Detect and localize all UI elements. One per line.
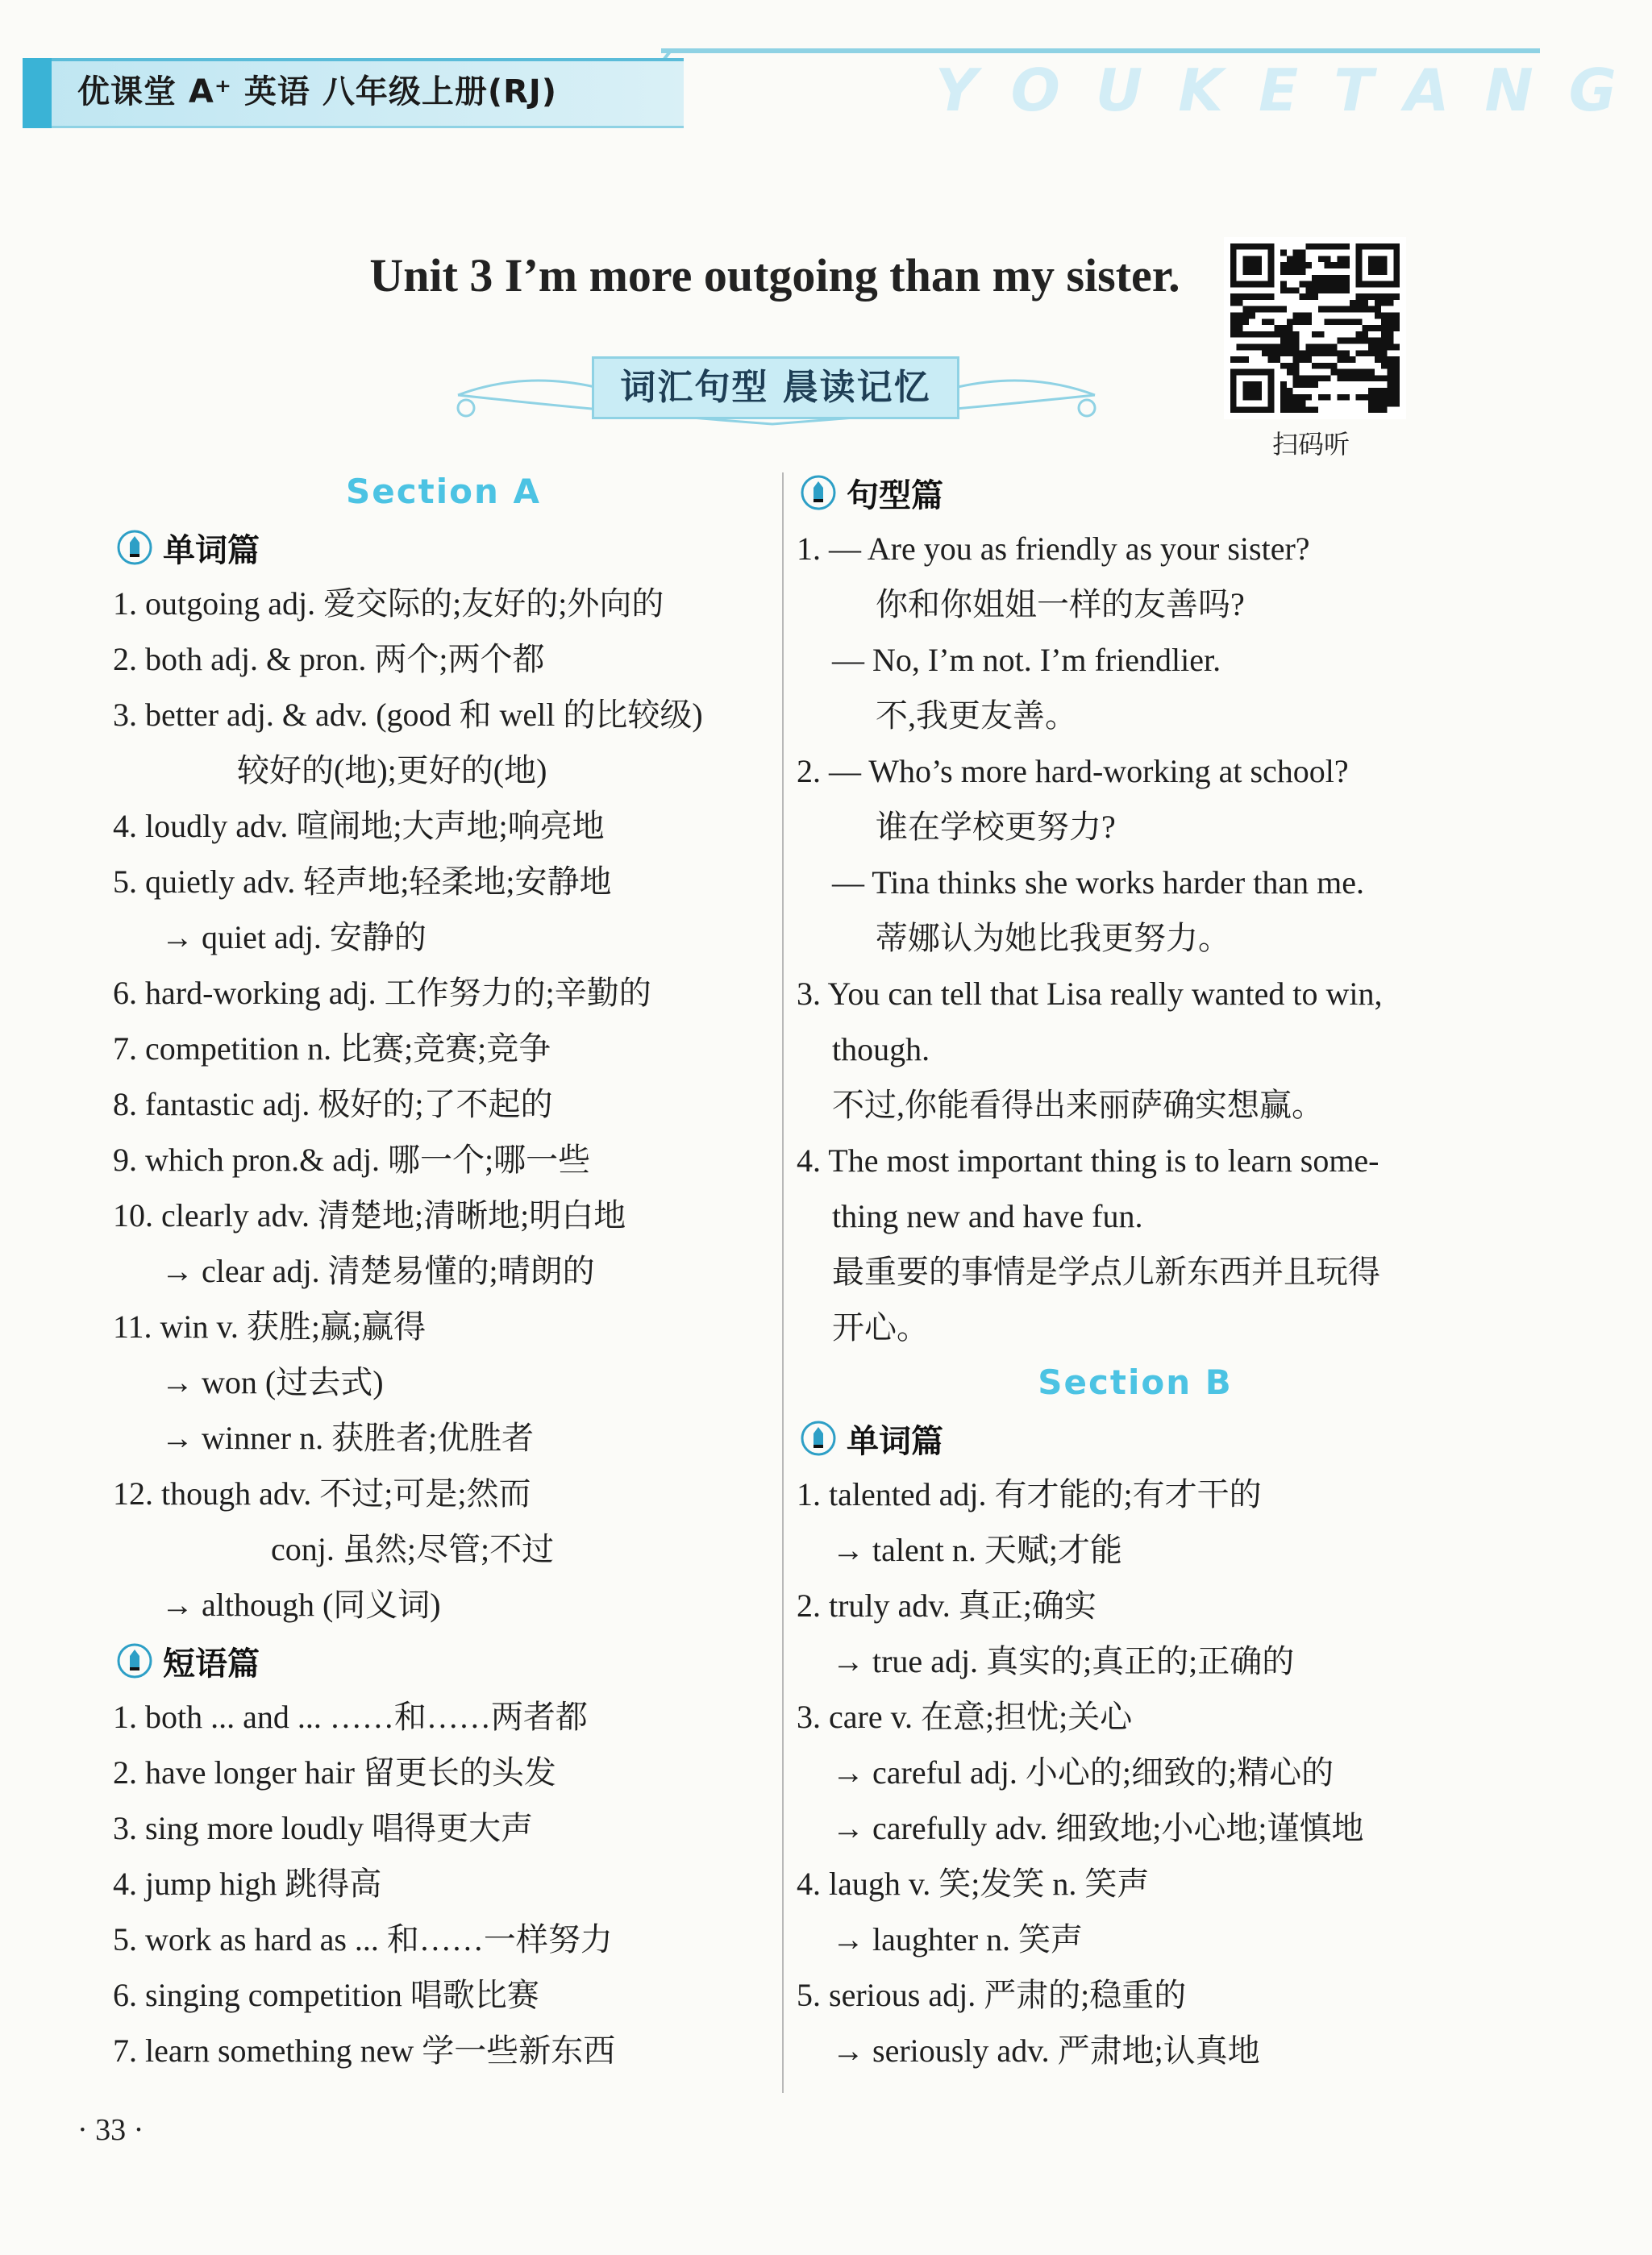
vocab-line: 2. truly adv. 真正;确实: [797, 1587, 1096, 1624]
vocab-line: 4. The most important thing is to learn some-: [797, 1142, 1379, 1179]
right-column: [797, 464, 1474, 2078]
vocab-line: 3. better adj. & adv. (good 和 well 的比较级): [113, 697, 703, 733]
vocab-line: 1. talented adj. 有才能的;有才干的: [797, 1476, 1262, 1512]
vocab-line: 7. competition n. 比赛;竞赛;竞争: [113, 1030, 551, 1067]
vocab-line: 不过,你能看得出来丽萨确实想赢。: [832, 1087, 1324, 1123]
vocab-line: → careful adj. 小心的;细致的;精心的: [832, 1754, 1334, 1791]
pencil-circle-icon: [116, 529, 153, 566]
vocab-line: 6. singing competition 唱歌比赛: [113, 1977, 539, 2013]
vocab-line: — Tina thinks she works harder than me.: [832, 864, 1364, 901]
qr-code-icon[interactable]: [1224, 237, 1406, 419]
vocab-line: 7. learn something new 学一些新东西: [113, 2032, 616, 2069]
book-title: 优课堂 A⁺ 英语 八年级上册(RJ): [77, 73, 558, 110]
vocab-line: 3. You can tell that Lisa really wanted to win,: [797, 976, 1383, 1012]
vocab-line: 5. serious adj. 严肃的;稳重的: [797, 1977, 1187, 2013]
vocab-line: 5. quietly adv. 轻声地;轻柔地;安静地: [113, 863, 612, 900]
banner-text: 词汇句型 晨读记忆: [592, 356, 959, 419]
pencil-circle-icon: [116, 1642, 153, 1679]
vocab-line: 1. — Are you as friendly as your sister?: [797, 530, 1310, 567]
subsection-title: [113, 519, 774, 576]
vocab-line: 5. work as hard as ... 和……一样努力: [113, 1921, 613, 1958]
subsection-title-text: 单词篇: [163, 531, 260, 569]
vocab-line: 4. jump high 跳得高: [113, 1866, 382, 1902]
left-column: [113, 464, 774, 2078]
subsection-title: [113, 1633, 774, 1689]
vocab-line: 10. clearly adv. 清楚地;清晰地;明白地: [113, 1197, 626, 1234]
subsection-title-text: 单词篇: [847, 1422, 943, 1460]
vocab-line: 2. both adj. & pron. 两个;两个都: [113, 641, 545, 677]
vocab-line: conj. 虽然;尽管;不过: [271, 1531, 555, 1567]
vocab-line: thing new and have fun.: [832, 1198, 1143, 1234]
vocab-line: 1. both ... and ... ……和……两者都: [113, 1699, 588, 1735]
vocab-line: — No, I’m not. I’m friendlier.: [832, 642, 1221, 678]
section-banner: [442, 347, 1111, 435]
vocab-line: → carefully adv. 细致地;小心地;谨慎地: [832, 1810, 1364, 1846]
header-rule: [661, 48, 1540, 53]
vocab-line: 开心。: [832, 1309, 929, 1346]
vocab-line: → true adj. 真实的;真正的;正确的: [832, 1643, 1295, 1679]
header-watermark: YOUKETANG: [935, 56, 1652, 124]
subsection-title-text: 句型篇: [847, 476, 943, 514]
vocab-line: 2. — Who’s more hard-working at school?: [797, 753, 1349, 789]
unit-title-text: Unit 3 I’m more outgoing than my sister.: [369, 249, 1180, 302]
vocab-line: 4. loudly adv. 喧闹地;大声地;响亮地: [113, 808, 605, 844]
section-title: Section A: [346, 472, 541, 511]
vocab-line: 最重要的事情是学点儿新东西并且玩得: [832, 1254, 1380, 1290]
column-divider: [782, 472, 784, 2093]
vocab-line: 3. care v. 在意;担忧;关心: [797, 1699, 1133, 1735]
vocab-line: 8. fantastic adj. 极好的;了不起的: [113, 1086, 553, 1122]
vocab-line: 谁在学校更努力?: [876, 809, 1116, 845]
vocab-line: → talent n. 天赋;才能: [832, 1532, 1122, 1568]
vocab-line: 9. which pron.& adj. 哪一个;哪一些: [113, 1142, 591, 1178]
subsection-title-text: 短语篇: [163, 1645, 260, 1683]
vocab-line: → quiet adj. 安静的: [161, 919, 427, 955]
vocab-line: 4. laugh v. 笑;发笑 n. 笑声: [797, 1866, 1150, 1902]
vocab-line: → clear adj. 清楚易懂的;晴朗的: [161, 1253, 595, 1289]
vocab-line: 11. win v. 获胜;赢;赢得: [113, 1308, 427, 1345]
vocab-line: 不,我更友善。: [876, 697, 1077, 734]
vocab-line: 1. outgoing adj. 爱交际的;友好的;外向的: [113, 585, 664, 622]
vocab-line: 3. sing more loudly 唱得更大声: [113, 1810, 534, 1846]
vocab-line: 较好的(地);更好的(地): [237, 752, 547, 788]
pencil-circle-icon: [800, 1420, 837, 1457]
vocab-line: 6. hard-working adj. 工作努力的;辛勤的: [113, 975, 651, 1011]
vocab-line: 蒂娜认为她比我更努力。: [876, 920, 1230, 956]
vocab-line: → although (同义词): [161, 1587, 441, 1623]
header-accent: [23, 58, 52, 128]
vocab-line: → won (过去式): [161, 1364, 384, 1400]
vocab-line: → winner n. 获胜者;优胜者: [161, 1420, 535, 1456]
vocab-line: → seriously adv. 严肃地;认真地: [832, 2032, 1260, 2069]
vocab-line: though.: [832, 1031, 930, 1067]
page-header: [0, 0, 1652, 137]
vocab-line: 2. have longer hair 留更长的头发: [113, 1754, 556, 1791]
vocab-line: 12. though adv. 不过;可是;然而: [113, 1475, 531, 1512]
pencil-circle-icon: [800, 474, 837, 511]
page-number: · 33 ·: [77, 2113, 144, 2147]
section-title: Section B: [1038, 1363, 1233, 1402]
subsection-title: [797, 464, 1474, 521]
subsection-title: [797, 1410, 1474, 1467]
vocab-line: 你和你姐姐一样的友善吗?: [876, 586, 1245, 622]
qr-label: 扫码听: [1272, 429, 1350, 460]
vocab-line: → laughter n. 笑声: [832, 1921, 1084, 1958]
